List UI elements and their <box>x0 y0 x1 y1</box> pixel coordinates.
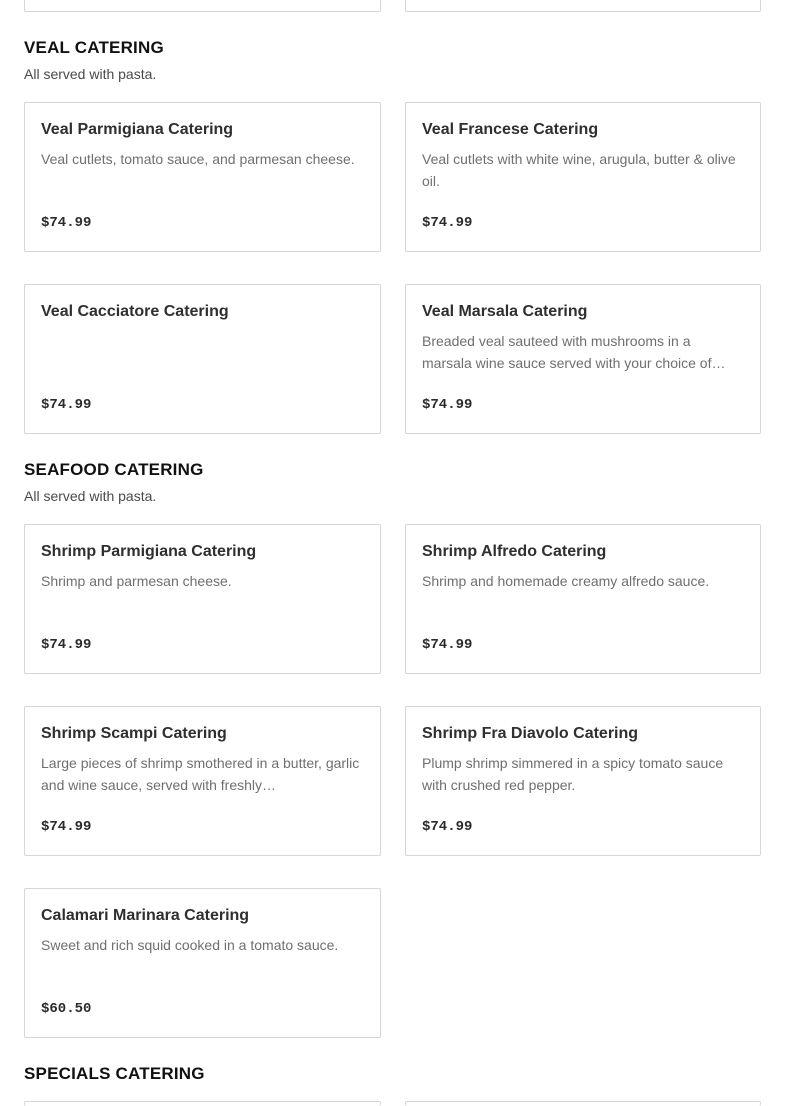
menu-item-card[interactable] <box>405 102 761 252</box>
section-title-veal: VEAL CATERING <box>24 38 164 57</box>
section-title-specials: SPECIALS CATERING <box>24 1064 205 1083</box>
menu-item-name: Veal Marsala Catering <box>422 303 588 320</box>
menu-item-card[interactable] <box>24 284 381 434</box>
menu-item-name: Shrimp Alfredo Catering <box>422 543 607 560</box>
menu-item-card-partial[interactable] <box>405 1101 761 1106</box>
menu-item-description: Sweet and rich squid cooked in a tomato sauce. <box>41 937 339 953</box>
menu-item-card[interactable] <box>24 706 381 856</box>
menu-item-price: $74.99 <box>41 819 92 835</box>
menu-item-card-partial[interactable] <box>24 1101 381 1106</box>
menu-item-price: $74.99 <box>422 819 473 835</box>
menu-item-price: $74.99 <box>422 215 473 231</box>
menu-item-description: Plump shrimp simmered in a spicy tomato sauce with crushed red pepper. <box>422 755 724 793</box>
menu-item-name: Veal Cacciatore Catering <box>41 303 229 320</box>
menu-item-card-partial[interactable] <box>24 0 381 12</box>
menu-item-description: Shrimp and homemade creamy alfredo sauce. <box>422 573 710 589</box>
menu-item-description: Shrimp and parmesan cheese. <box>41 573 232 589</box>
menu-item-name: Calamari Marinara Catering <box>41 907 250 924</box>
section-title-seafood: SEAFOOD CATERING <box>24 460 204 479</box>
menu-item-card[interactable] <box>24 888 381 1038</box>
menu-item-price: $74.99 <box>41 397 92 413</box>
menu-item-price: $74.99 <box>41 215 92 231</box>
menu-item-price: $74.99 <box>422 637 473 653</box>
menu-item-description: Large pieces of shrimp smothered in a butter, garlic and wine sauce, served with freshly… <box>41 755 360 793</box>
menu-item-description: Veal cutlets with white wine, arugula, butter & olive oil. <box>422 151 736 189</box>
menu-item-card[interactable] <box>24 524 381 674</box>
menu-item-card-partial[interactable] <box>405 0 761 12</box>
menu-item-card[interactable] <box>24 102 381 252</box>
menu-item-card[interactable] <box>405 706 761 856</box>
menu-item-card[interactable] <box>405 524 761 674</box>
menu-item-name: Shrimp Parmigiana Catering <box>41 543 257 560</box>
menu-item-description: Veal cutlets, tomato sauce, and parmesan cheese. <box>41 151 355 167</box>
menu-item-name: Shrimp Scampi Catering <box>41 725 227 742</box>
menu-item-card[interactable] <box>405 284 761 434</box>
menu-item-name: Veal Francese Catering <box>422 121 599 138</box>
menu-item-price: $74.99 <box>41 637 92 653</box>
menu-item-name: Shrimp Fra Diavolo Catering <box>422 725 639 742</box>
section-subtitle-seafood: All served with pasta. <box>24 488 157 504</box>
section-subtitle-veal: All served with pasta. <box>24 66 157 82</box>
menu-item-name: Veal Parmigiana Catering <box>41 121 234 138</box>
menu-item-description: Breaded veal sauteed with mushrooms in a marsala wine sauce served with your choice of… <box>422 333 726 371</box>
menu-item-price: $60.50 <box>41 1001 92 1017</box>
menu-item-price: $74.99 <box>422 397 473 413</box>
